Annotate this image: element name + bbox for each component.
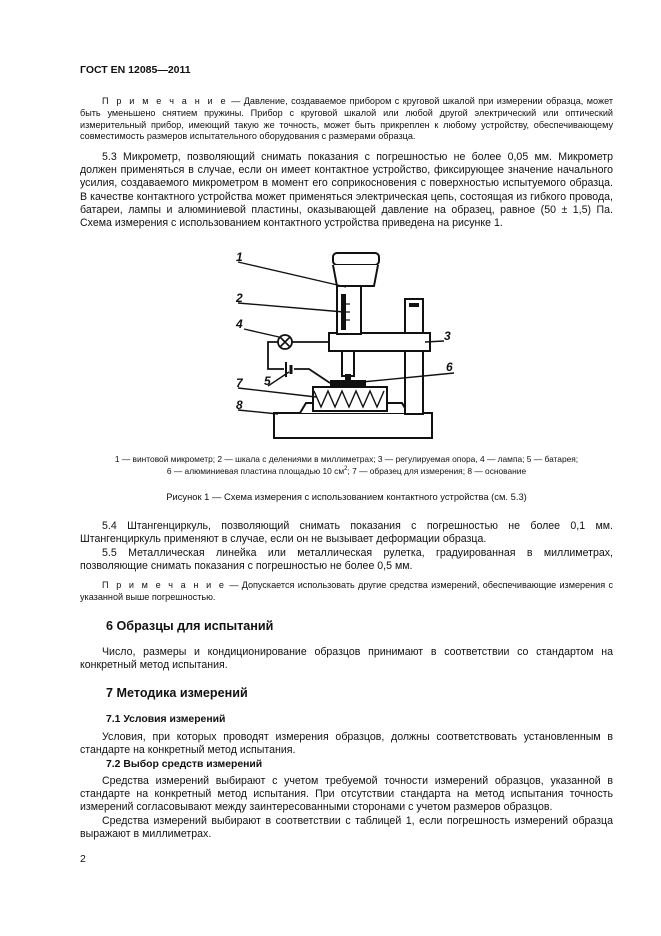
- figure-label-2: 2: [236, 291, 243, 305]
- section-7-heading: 7 Методика измерений: [106, 686, 248, 700]
- leader-line-1: [238, 262, 346, 287]
- leader-line-4: [244, 329, 279, 337]
- leader-line-3: [425, 341, 444, 342]
- figure-label-4: 4: [236, 317, 243, 331]
- figure-label-8: 8: [236, 398, 243, 412]
- micrometer-body: [337, 286, 361, 334]
- circuit-wire-left: [268, 342, 329, 369]
- figure-legend-sup: 2: [344, 465, 348, 472]
- figure-legend-line-2a: 6 — алюминиевая пластина площадью 10 см: [166, 465, 345, 476]
- leader-line-7: [238, 388, 316, 397]
- figure-label-3: 3: [444, 329, 451, 343]
- spindle-shape: [342, 351, 354, 376]
- section-6-heading: 6 Образцы для испытаний: [106, 619, 274, 633]
- note-2-text: — Допускается использовать другие средства измерений, обеспечивающие измерения с указанной выше погрешностью.: [80, 580, 613, 602]
- note-2-label: П р и м е ч а н и е: [102, 580, 227, 590]
- figure-legend-line-1: 1 — винтовой микрометр; 2 — шкала с делениями в миллиметрах; 3 — регулируемая опора, 4 — лампа; 5 — батарея;: [114, 454, 579, 464]
- figure-label-1: 1: [236, 250, 243, 264]
- section-7-2-text-1: Средства измерений выбирают с учетом требуемой точности измерений образцов, указанной в стандарте на конкретный метод испытания. При отсутствии стандарта на метод испытания точность измерений согласовывают между заинтересованными сторонами с учетом размеров образцов.: [80, 775, 613, 814]
- note-2: [80, 580, 613, 604]
- paragraph-5-4: 5.4 Штангенциркуль, позволяющий снимать показания с погрешностью не более 0,1 мм. Штангенциркуль применяют в случае, если он не вызывает деформации образца.: [80, 520, 613, 546]
- base-shape: [274, 413, 432, 438]
- support-arm-shape: [329, 333, 430, 351]
- section-7-1-heading: 7.1 Условия измерений: [106, 714, 226, 725]
- figure-label-6: 6: [446, 360, 453, 374]
- section-7-2-heading: 7.2 Выбор средств измерений: [106, 759, 263, 770]
- column-cap: [409, 303, 419, 307]
- column-shape: [405, 299, 423, 414]
- section-7-1-text: Условия, при которых проводят измерения образцов, должны соответствовать установленным в стандарте на конкретный метод испытания.: [80, 731, 613, 757]
- leader-line-8: [238, 410, 278, 414]
- figure-legend: [80, 454, 613, 477]
- micrometer-thimble: [333, 265, 378, 286]
- circuit-wire-right: [294, 369, 330, 383]
- leader-line-2: [238, 303, 344, 312]
- figure-caption: Рисунок 1 — Схема измерения с использованием контактного устройства (см. 5.3): [166, 491, 527, 502]
- paragraph-5-3: 5.3 Микрометр, позволяющий снимать показания с погрешностью не более 0,05 мм. Микрометр должен применяться в случае, если он имеет контактное устройство, фиксирующее значение начального усилия, создаваемого микрометром в момент его соприкосновения с поверхностью испытуемого образца. В качестве контактного устройства может применяться электрическая цепь, состоящая из гибкого провода, батареи, лампы и алюминиевой пластины, оказывающей давление на образец, равное (50 ± 1,5) Па. Схема измерения с использованием контактного устройства приведена на рисунке 1.: [80, 151, 613, 230]
- paragraph-5-5: 5.5 Металлическая линейка или металлическая рулетка, градуированная в миллиметрах, позволяющие снимать показания с погрешностью не более 0,5 мм.: [80, 547, 613, 573]
- figure-legend-line-2b: ; 7 — образец для измерения; 8 — основание: [347, 465, 527, 476]
- leader-line-5: [268, 372, 289, 386]
- micrometer-knob: [333, 253, 379, 265]
- note-1-label: П р и м е ч а н и е: [102, 96, 228, 106]
- figure-label-7: 7: [236, 376, 243, 390]
- figure-label-5: 5: [264, 374, 271, 388]
- document-header: ГОСТ EN 12085—2011: [80, 64, 191, 76]
- page-number: 2: [80, 853, 86, 865]
- section-6-text: Число, размеры и кондиционирование образцов принимают в соответствии со стандартом на конкретный метод испытания.: [80, 646, 613, 672]
- section-7-2-text-2: Средства измерений выбирают в соответствии с таблицей 1, если погрешность измерений образца выражают в миллиметрах.: [80, 815, 613, 841]
- note-1-text: — Давление, создаваемое прибором с круговой шкалой при измерении образца, может быть уменьшено снятием пружины. Прибор с круговой шкалой или любой другой электрический или оптический измерительный прибор, имеющий такую же точность, может быть прикреплен к любому устройству, обеспечивающему совместимость размеров испытательного оборудования с размерами образца.: [80, 96, 613, 142]
- spindle-tip: [345, 374, 351, 381]
